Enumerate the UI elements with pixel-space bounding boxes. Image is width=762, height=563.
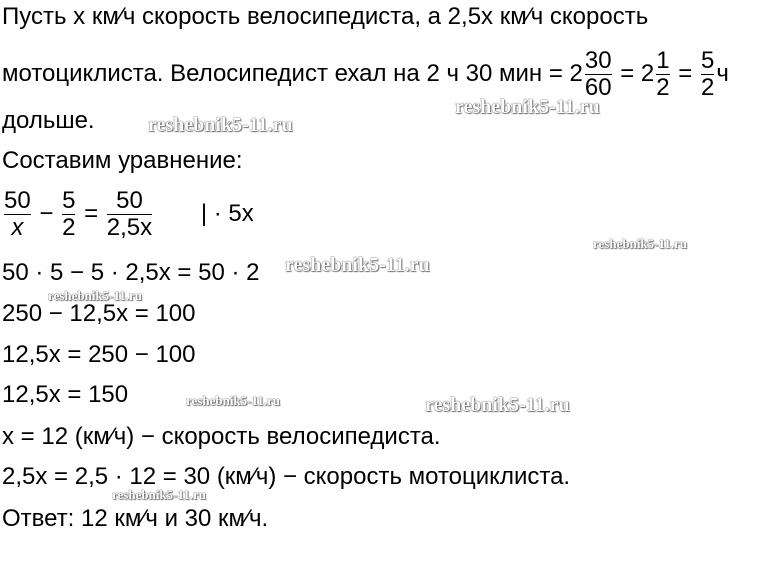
watermark: reshebnik5-11.ru [48, 288, 143, 303]
watermark: reshebnik5-11.ru [285, 254, 430, 276]
equation [2, 188, 254, 241]
fraction-50-2-5x [107, 188, 152, 241]
fraction-numerator: 50 [116, 187, 143, 214]
fraction-denominator: 2 [62, 214, 76, 241]
equals-sign: = [678, 59, 693, 87]
fraction-numerator: 5 [62, 187, 76, 214]
step-line: 250 − 12,5x = 100 [2, 300, 196, 327]
watermark: reshebnik5-11.ru [112, 487, 207, 502]
fraction-50-x [4, 188, 31, 241]
step-line: x = 12 (км⁄ч) − скорость велосипедиста. [2, 423, 441, 450]
minus-sign: − [39, 199, 54, 227]
step-line: 12,5x = 150 [2, 381, 129, 408]
equals-sign: = [84, 199, 99, 227]
watermark: reshebnik5-11.ru [148, 114, 293, 136]
fraction-denominator: 60 [584, 74, 612, 101]
multiply-note: | · 5x [200, 199, 254, 227]
watermark: reshebnik5-11.ru [593, 236, 688, 251]
fraction-numerator: 5 [700, 47, 715, 74]
unit-hours: ч [716, 59, 729, 87]
step-line: 2,5x = 2,5 · 12 = 30 (км⁄ч) − скорость мотоциклиста. [2, 463, 571, 490]
watermark: reshebnik5-11.ru [425, 394, 570, 416]
watermark: reshebnik5-11.ru [186, 393, 281, 408]
text-line-4: Составим уравнение: [2, 147, 243, 174]
text-line-2-main: мотоциклиста. Велосипедист ехал на 2 ч 30 мин = 2 [2, 59, 583, 87]
equals-2: = 2 [620, 59, 655, 87]
step-line: 12,5x = 250 − 100 [2, 341, 196, 368]
answer-line: Ответ: 12 км⁄ч и 30 км⁄ч. [2, 505, 269, 532]
step-line: 50 · 5 − 5 · 2,5x = 50 · 2 [2, 259, 260, 286]
watermark: reshebnik5-11.ru [455, 96, 600, 118]
fraction-numerator: 30 [584, 47, 612, 74]
text-line-3: дольше. [2, 107, 95, 134]
fraction-numerator: 50 [4, 187, 31, 214]
fraction-5-2 [701, 48, 714, 101]
fraction-30-60 [585, 48, 612, 101]
fraction-denominator: 2,5x [106, 214, 153, 241]
fraction-denominator: 2 [700, 74, 715, 101]
text-line-2 [2, 48, 729, 101]
fraction-numerator: 1 [656, 47, 670, 74]
fraction-denominator: x [4, 214, 31, 241]
fraction-denominator: 2 [656, 74, 670, 101]
fraction-5-2-eq [62, 188, 75, 241]
fraction-1-2 [656, 48, 669, 101]
text-line-1: Пусть x км⁄ч скорость велосипедиста, а 2,5x км⁄ч скорость [2, 3, 649, 30]
